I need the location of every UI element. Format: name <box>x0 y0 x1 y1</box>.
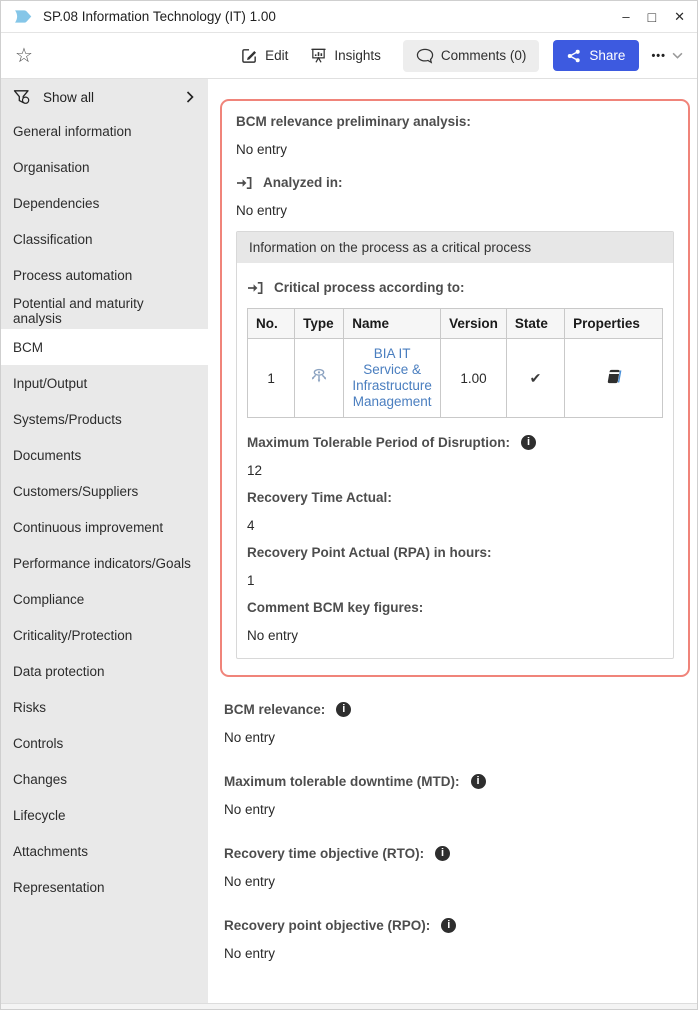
critical-process-table <box>247 308 663 418</box>
sign-in-icon <box>236 176 252 190</box>
properties-book-icon[interactable] <box>604 368 624 385</box>
comment-bubble-icon <box>416 48 434 64</box>
sidebar-item-label: Input/Output <box>13 375 88 391</box>
cell-version: 1.00 <box>441 339 507 418</box>
sidebar-item-label: Documents <box>13 447 82 463</box>
sidebar-item-label: Compliance <box>13 591 85 607</box>
sidebar-item-compliance[interactable] <box>1 581 208 617</box>
favorite-star-icon[interactable]: ☆ <box>15 44 33 67</box>
field-value-preliminary: No entry <box>236 142 288 157</box>
sidebar-item-documents[interactable] <box>1 437 208 473</box>
sidebar-item-input-output[interactable] <box>1 365 208 401</box>
sidebar-item-label: Performance indicators/Goals <box>13 555 191 571</box>
info-icon[interactable]: i <box>521 435 536 450</box>
sidebar-item-label: Data protection <box>13 663 105 679</box>
column-header-no: No. <box>248 309 295 339</box>
sidebar-item-organisation[interactable] <box>1 149 208 185</box>
field-label-recovery-time-actual: Recovery Time Actual: <box>247 490 392 505</box>
column-header-properties: Properties <box>565 309 663 339</box>
more-dots-icon: ••• <box>651 49 666 62</box>
sidebar-item-label: BCM <box>13 339 43 355</box>
insights-button[interactable] <box>310 47 381 64</box>
sidebar-item-representation[interactable] <box>1 869 208 905</box>
share-button[interactable] <box>553 40 639 71</box>
chevron-down-icon <box>672 52 683 59</box>
field-value-mtpd: 12 <box>247 463 263 478</box>
cell-no: 1 <box>248 339 295 418</box>
sidebar-item-label: General information <box>13 123 132 139</box>
field-value-rpa: 1 <box>247 573 255 588</box>
field-value-mtd: No entry <box>224 802 276 817</box>
share-icon <box>567 49 581 63</box>
field-label-rto: Recovery time objective (RTO): <box>224 846 425 861</box>
sidebar-item-label: Criticality/Protection <box>13 627 133 643</box>
sidebar-item-label: Lifecycle <box>13 807 66 823</box>
sidebar-item-process-automation[interactable] <box>1 257 208 293</box>
cell-name <box>344 339 441 418</box>
sidebar-item-label: Organisation <box>13 159 90 175</box>
column-header-state: State <box>506 309 564 339</box>
cell-state <box>506 339 564 418</box>
field-value-rpo: No entry <box>224 946 276 961</box>
sidebar-item-label: Attachments <box>13 843 89 859</box>
table-header-row <box>248 309 663 339</box>
sidebar-item-attachments[interactable] <box>1 833 208 869</box>
sidebar-item-label: Systems/Products <box>13 411 122 427</box>
sidebar-item-performance-indicators[interactable] <box>1 545 208 581</box>
sign-in-icon <box>247 281 263 295</box>
column-header-type: Type <box>295 309 344 339</box>
field-label-rpo: Recovery point objective (RPO): <box>224 918 431 933</box>
field-value-analyzed-in: No entry <box>236 203 288 218</box>
show-all-filter[interactable] <box>1 81 208 113</box>
minimize-button[interactable]: – <box>622 9 630 24</box>
field-label-comment-bcm: Comment BCM key figures: <box>247 600 424 615</box>
info-icon[interactable]: i <box>471 774 486 789</box>
info-icon[interactable]: i <box>435 846 450 861</box>
comments-label: Comments (0) <box>440 48 527 63</box>
sidebar-item-label: Continuous improvement <box>13 519 164 535</box>
field-label-bcm-relevance: BCM relevance: <box>224 702 326 717</box>
field-value-bcm-relevance: No entry <box>224 730 276 745</box>
insights-label: Insights <box>334 48 381 63</box>
diagram-type-icon <box>309 367 329 387</box>
bcm-content-panel <box>208 79 697 1003</box>
edit-button[interactable] <box>241 47 288 64</box>
maximize-button[interactable]: □ <box>647 8 657 25</box>
sidebar-item-label: Representation <box>13 879 105 895</box>
show-all-label: Show all <box>43 89 95 105</box>
field-value-rto: No entry <box>224 874 276 889</box>
sidebar-item-dependencies[interactable] <box>1 185 208 221</box>
sidebar-item-lifecycle[interactable] <box>1 797 208 833</box>
sidebar-item-controls[interactable] <box>1 725 208 761</box>
checkmark-icon: ✔ <box>529 369 542 386</box>
window-title: SP.08 Information Technology (IT) 1.00 <box>43 9 276 24</box>
field-value-comment-bcm: No entry <box>247 628 299 643</box>
close-button[interactable]: ✕ <box>674 9 685 24</box>
sidebar-item-classification[interactable] <box>1 221 208 257</box>
field-label-mtpd: Maximum Tolerable Period of Disruption: <box>247 435 511 450</box>
process-brand-icon <box>13 9 34 24</box>
process-link[interactable]: BIA IT Service & Infrastructure Management <box>352 346 432 409</box>
sidebar-item-changes[interactable] <box>1 761 208 797</box>
title-bar <box>1 1 697 33</box>
sidebar-item-criticality-protection[interactable] <box>1 617 208 653</box>
bcm-highlight-box <box>220 99 690 677</box>
sidebar-item-label: Risks <box>13 699 46 715</box>
critical-process-section <box>236 231 674 659</box>
sidebar-item-label: Classification <box>13 231 93 247</box>
field-label-rpa: Recovery Point Actual (RPA) in hours: <box>247 545 492 560</box>
section-sidebar <box>1 79 208 1003</box>
field-label-mtd: Maximum tolerable downtime (MTD): <box>224 774 460 789</box>
edit-label: Edit <box>265 48 289 63</box>
sidebar-item-label: Process automation <box>13 267 133 283</box>
sidebar-item-label: Potential and maturity analysis <box>13 296 144 326</box>
column-header-version: Version <box>441 309 507 339</box>
chevron-right-icon <box>186 91 194 103</box>
sidebar-item-customers-suppliers[interactable] <box>1 473 208 509</box>
field-label-critical-according-to: Critical process according to: <box>274 280 465 295</box>
sidebar-item-risks[interactable] <box>1 689 208 725</box>
toolbar <box>1 33 697 79</box>
sidebar-item-bcm[interactable] <box>1 329 208 365</box>
sidebar-item-systems-products[interactable] <box>1 401 208 437</box>
sidebar-item-general-information[interactable] <box>1 113 208 149</box>
filter-icon <box>13 89 30 105</box>
comments-button[interactable] <box>403 40 540 72</box>
sidebar-item-potential-maturity[interactable] <box>1 293 208 329</box>
field-label-preliminary: BCM relevance preliminary analysis: <box>236 114 471 129</box>
sidebar-item-label: Customers/Suppliers <box>13 483 139 499</box>
share-label: Share <box>589 48 626 63</box>
sidebar-item-continuous-improvement[interactable] <box>1 509 208 545</box>
sidebar-item-label: Changes <box>13 771 68 787</box>
sidebar-item-data-protection[interactable] <box>1 653 208 689</box>
cell-type <box>295 339 344 418</box>
cell-properties <box>565 339 663 418</box>
info-icon[interactable]: i <box>441 918 456 933</box>
sidebar-item-label: Dependencies <box>13 195 100 211</box>
info-icon[interactable]: i <box>336 702 351 717</box>
insights-chart-icon <box>310 47 327 64</box>
field-label-analyzed-in: Analyzed in: <box>263 175 343 190</box>
critical-process-section-header: Information on the process as a critical process <box>237 232 673 263</box>
window-bottom-edge <box>1 1003 697 1009</box>
edit-pencil-icon <box>241 47 258 64</box>
sidebar-item-label: Controls <box>13 735 64 751</box>
table-row <box>248 339 663 418</box>
more-menu-button[interactable] <box>651 50 683 62</box>
column-header-name: Name <box>344 309 441 339</box>
field-value-recovery-time-actual: 4 <box>247 518 255 533</box>
